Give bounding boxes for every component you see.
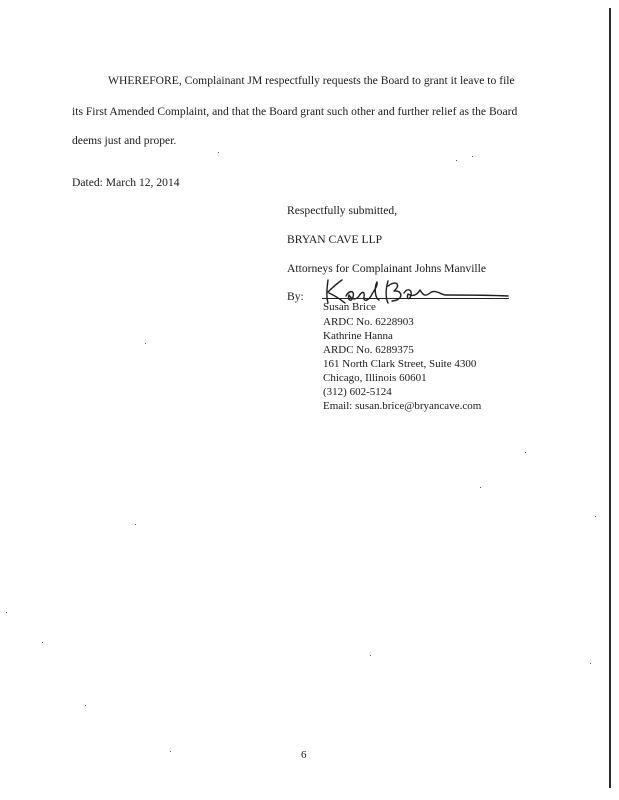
attorney-name-1: Susan Brice [323,301,376,313]
email-address: Email: susan.brice@bryancave.com [323,400,482,412]
scan-speck [590,663,591,664]
address-line-1: 161 North Clark Street, Suite 4300 [323,358,477,370]
scan-speck [525,452,526,453]
by-label: By: [287,290,304,303]
date-line: Dated: March 12, 2014 [72,176,180,189]
paragraph-line-3: deems just and proper. [72,134,177,147]
paragraph-line-1: WHEREFORE, Complainant JM respectfully requests the Board to grant it leave to file [108,74,515,87]
address-line-2: Chicago, Illinois 60601 [323,372,427,384]
scan-speck [480,487,481,488]
scan-speck [456,160,457,161]
scan-speck [370,655,371,656]
scan-edge-line [609,8,611,788]
scan-speck [218,152,219,153]
scan-speck [135,524,136,525]
scan-speck [595,516,596,517]
law-firm-name: BRYAN CAVE LLP [287,233,383,246]
signature-line [322,298,509,299]
scan-speck [42,642,43,643]
paragraph-line-2: its First Amended Complaint, and that the Board grant such other and further relief as the Board [72,105,518,118]
respectfully-submitted: Respectfully submitted, [287,204,398,217]
attorney-role: Attorneys for Complainant Johns Manville [287,262,487,275]
phone-number: (312) 602-5124 [323,386,392,398]
scan-speck [6,612,7,613]
scan-speck [472,156,473,157]
scan-speck [145,343,146,344]
page-number: 6 [301,749,307,761]
scan-speck [85,705,86,706]
attorney-name-2: Kathrine Hanna [323,330,393,342]
attorney-ardc-1: ARDC No. 6228903 [323,316,414,328]
scan-speck [170,751,171,752]
attorney-ardc-2: ARDC No. 6289375 [323,344,414,356]
